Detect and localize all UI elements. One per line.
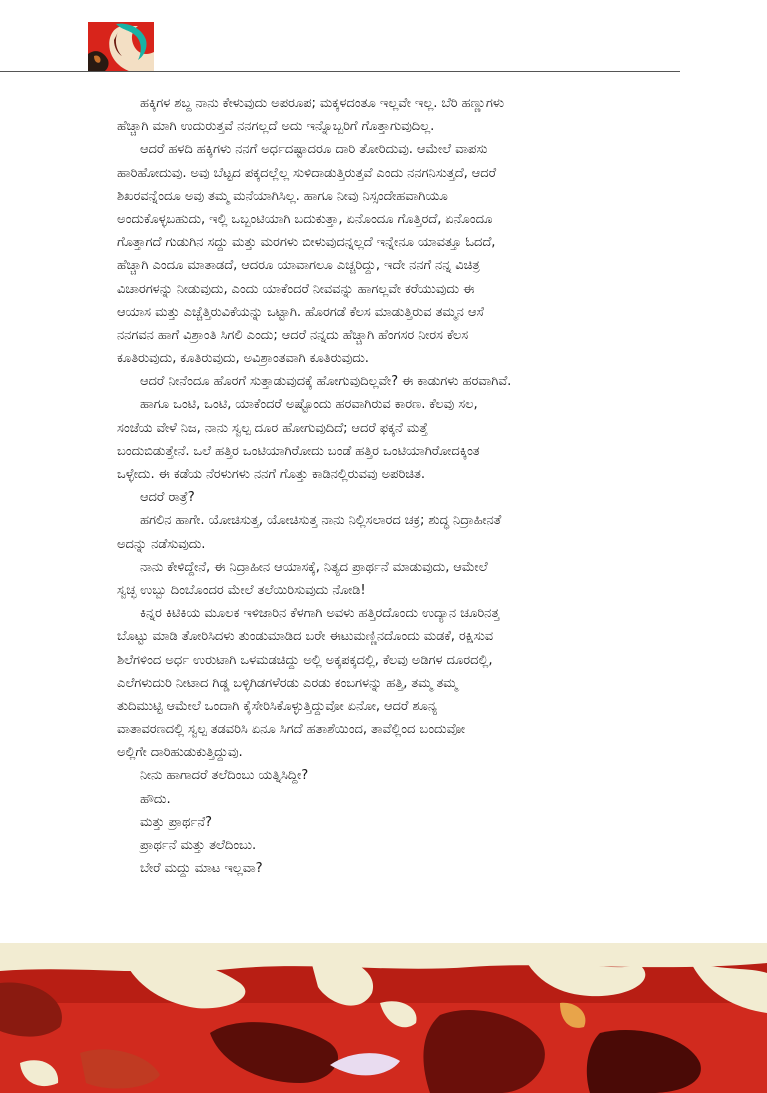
paragraph-line: ಹಕ್ಕಿಗಳ ಶಬ್ದ ನಾನು ಕೇಳುವುದು ಅಪರೂಪ; ಮಕ್ಕಳದಂತೂ ಇಲ್ಲವೇ ಇಲ್ಲ. ಬೆರಿ ಹಣ್ಣುಗಳು [140,96,505,111]
paragraph-line: ಹಾರಿಹೋದುವು. ಅವು ಬೆಟ್ಟದ ಪಕ್ಕದಲ್ಲೆಲ್ಲ ಸುಳಿದಾಡುತ್ತಿರುತ್ತವೆ ಎಂದು ನನಗನಿಸುತ್ತದೆ, ಆದರೆ [117,165,496,181]
paragraph-line: ಹಗಲಿನ ಹಾಗೇ. ಯೋಚಿಸುತ್ತ, ಯೋಚಿಸುತ್ತ ನಾನು ನಿಲ್ಲಿಸಲಾರದ ಚಕ್ರ; ಶುದ್ಧ ನಿದ್ರಾಹೀನತೆ [140,513,502,529]
decorative-painting-footer [0,943,767,1093]
paragraph-line: ಪ್ರಾರ್ಥನೆ ಮತ್ತು ತಲೆದಿಂಬು. [140,838,257,853]
paragraph-line: ಬೊಟ್ಟು ಮಾಡಿ ತೋರಿಸಿದಳು ತುಂಡುಮಾಡಿದ ಬರೇ ಈಟುಮಣ್ಣಿನದೊಂದು ಮಡಕೆ, ರಕ್ಷಿಸುವ [117,629,494,645]
paragraph-line: ಅಲ್ಲಿಗೇ ದಾರಿಹುಡುಕುತ್ತಿದ್ದುವು. [117,745,243,761]
paragraph-line: ನನಗವನ ಹಾಗೆ ವಿಶ್ರಾಂತಿ ಸಿಗಲಿ ಎಂದು; ಆದರೆ ನನ್ನದು ಹೆಚ್ಚಾಗಿ ಹೆಂಗಸರ ನೀರಸ ಕೆಲಸ [117,327,469,343]
paragraph-line: ಒಳ್ಳೇದು. ಈ ಕಡೆಯ ನೆರಳುಗಳು ನನಗೆ ಗೊತ್ತು ಕಾಡಿನಲ್ಲಿರುವವು ಅಪರಿಚಿತ. [117,467,425,482]
paragraph-line: ಆದರೆ ರಾತ್ರೆ? [140,490,195,506]
woman-portrait-logo-icon [88,22,154,72]
paragraph-line: ಬಂದುಬಿಡುತ್ತೇನೆ. ಒಲೆ ಹತ್ತಿರ ಒಂಟಿಯಾಗಿರೋದು ಬಂಡೆ ಹತ್ತಿರ ಒಂಟಿಯಾಗಿರೋದಕ್ಕಿಂತ [117,443,480,459]
paragraph-line: ತುದಿಮುಟ್ಟಿ ಆಮೇಲೆ ಒಂದಾಗಿ ಕೈಸೇರಿಸಿಕೊಳ್ಳುತ್ತಿದ್ದುವೋ ಏನೋ, ಆದರೆ ಶೂನ್ಯ [117,698,437,714]
paragraph-line: ಅಂದುಕೊಳ್ಳಬಹುದು, ಇಲ್ಲಿ ಒಬ್ಬಂಟಿಯಾಗಿ ಬದುಕುತ್ತಾ, ಏನೊಂದೂ ಗೊತ್ತಿರದೆ, ಏನೊಂದೂ [117,211,493,227]
paragraph-line: ಎಲೆಗಳುದುರಿ ನೀಟಾದ ಗಿಡ್ಡ ಬಳ್ಳಿಗಿಡಗಳೆರಡು ಎರಡು ಕಂಬಗಳನ್ನು ಹತ್ತಿ, ತಮ್ಮ ತಮ್ಮ [117,675,458,691]
paragraph-line: ನೀನು ಹಾಗಾದರೆ ತಲೆದಿಂಬು ಯತ್ನಿಸಿದ್ದೀ? [140,768,309,784]
paragraph-line: ಕಿನ್ನರ ಕಿಟಿಕಿಯ ಮೂಲಕ ಇಳಿಜಾರಿನ ಕೆಳಗಾಗಿ ಅವಳು ಹತ್ತಿರದೊಂದು ಉದ್ಯಾನ ಚೂರಿನತ್ತ [140,606,500,622]
header-rule [0,71,680,72]
paragraph-line: ವಾತಾವರಣದಲ್ಲಿ ಸ್ವಲ್ಪ ತಡವರಿಸಿ ಏನೂ ಸಿಗದೆ ಹತಾಶೆಯಿಂದ, ತಾವೆಲ್ಲಿಂದ ಬಂದುವೋ [117,722,465,738]
paragraph-line: ಮತ್ತು ಪ್ರಾರ್ಥನೆ? [140,814,212,830]
paragraph-line: ಶಿಖರವನ್ನೆಂದೂ ಅವು ತಮ್ಮ ಮನೆಯಾಗಿಸಿಲ್ಲ. ಹಾಗೂ ನೀವು ನಿಸ್ಸಂದೇಹವಾಗಿಯೂ [117,188,448,204]
paragraph-line: ಹೆಚ್ಚಾಗಿ ಮಾಗಿ ಉದುರುತ್ತವೆ ನನಗಲ್ಲದೆ ಅದು ಇನ್ನೊಬ್ಬರಿಗೆ ಗೊತ್ತಾಗುವುದಿಲ್ಲ. [117,119,435,135]
paragraph-line: ಬೇರೆ ಮದ್ದು ಮಾಟ ಇಲ್ಲವಾ? [140,861,263,877]
paragraph-line: ವಿಚಾರಗಳನ್ನು ನೀಡುವುದು, ಎಂದು ಯಾಕೆಂದರೆ ನೀವವನ್ನು ಹಾಗಲ್ಲವೇ ಕರೆಯುವುದು ಈ [117,281,475,297]
paragraph-line: ಅದನ್ನು ನಡೆಸುವುದು. [117,536,206,552]
paragraph-line: ಹೌದು. [140,791,171,807]
paragraph-line: ಸಂಜೆಯ ವೇಳೆ ನಿಜ, ನಾನು ಸ್ವಲ್ಪ ದೂರ ಹೋಗುವುದಿದೆ; ಆದರೆ ಫಕ್ಕನೆ ಮತ್ತೆ [117,420,428,436]
paragraph-line: ಸ್ವಚ್ಛ ಉಬ್ಬು ದಿಂಬೊಂದರ ಮೇಲೆ ತಲೆಯಿರಿಸುವುದು ನೋಡಿ! [117,582,366,598]
paragraph-line: ಆದರೆ ಹಳದಿ ಹಕ್ಕಿಗಳು ನನಗೆ ಅರ್ಧದಷ್ಟಾದರೂ ದಾರಿ ತೋರಿದುವು. ಆಮೇಲೆ ವಾಪಸು [140,142,488,158]
paragraph-line: ಹಾಗೂ ಒಂಟಿ, ಒಂಟಿ, ಯಾಕೆಂದರೆ ಅಷ್ಟೊಂದು ಹರವಾಗಿರುವ ಕಾರಣ. ಕೆಲವು ಸಲ, [140,397,478,413]
body-text [117,92,677,880]
paragraph-line: ಆಯಾಸ ಮತ್ತು ಎಚ್ಚೆತ್ತಿರುವಿಕೆಯನ್ನು ಒಟ್ಟಾಗಿ. ಹೊರಗಡೆ ಕೆಲಸ ಮಾಡುತ್ತಿರುವ ತಮ್ಮನ ಆಸೆ [117,304,484,320]
paragraph-line: ಗೊತ್ತಾಗದೆ ಗುಡುಗಿನ ಸದ್ದು ಮತ್ತು ಮರಗಳು ಬೀಳುವುದನ್ನಲ್ಲದೆ ಇನ್ನೇನೂ ಯಾವತ್ತೂ ಓದದೆ, [117,235,496,251]
paragraph-line: ನಾನು ಕೇಳಿದ್ದೇನೆ, ಈ ನಿದ್ರಾಹೀನ ಆಯಾಸಕ್ಕೆ, ನಿತ್ಯದ ಪ್ರಾರ್ಥನೆ ಮಾಡುವುದು, ಆಮೇಲೆ [140,559,488,575]
paragraph-line: ಕೂತಿರುವುದು, ಕೂತಿರುವುದು, ಅವಿಶ್ರಾಂತವಾಗಿ ಕೂತಿರುವುದು. [117,351,369,367]
paragraph-line: ಹೆಚ್ಚಾಗಿ ಎಂದೂ ಮಾತಾಡದೆ, ಆದರೂ ಯಾವಾಗಲೂ ಎಚ್ಚರಿದ್ದು, ಇದೇ ನನಗೆ ನನ್ನ ವಿಚಿತ್ರ [117,258,480,274]
paragraph-line: ಶಿಲೆಗಳಿಂದ ಅರ್ಧ ಉರುಟಾಗಿ ಒಳಮಡಚಿದ್ದು ಅಲ್ಲಿ ಅಕ್ಕಪಕ್ಕದಲ್ಲಿ, ಕೆಲವು ಅಡಿಗಳ ದೂರದಲ್ಲಿ, [117,652,493,668]
paragraph-line: ಆದರೆ ನೀನೆಂದೂ ಹೊರಗೆ ಸುತ್ತಾಡುವುದಕ್ಕೆ ಹೋಗುವುದಿಲ್ಲವೇ? ಈ ಕಾಡುಗಳು ಹರವಾಗಿವೆ. [140,374,512,390]
